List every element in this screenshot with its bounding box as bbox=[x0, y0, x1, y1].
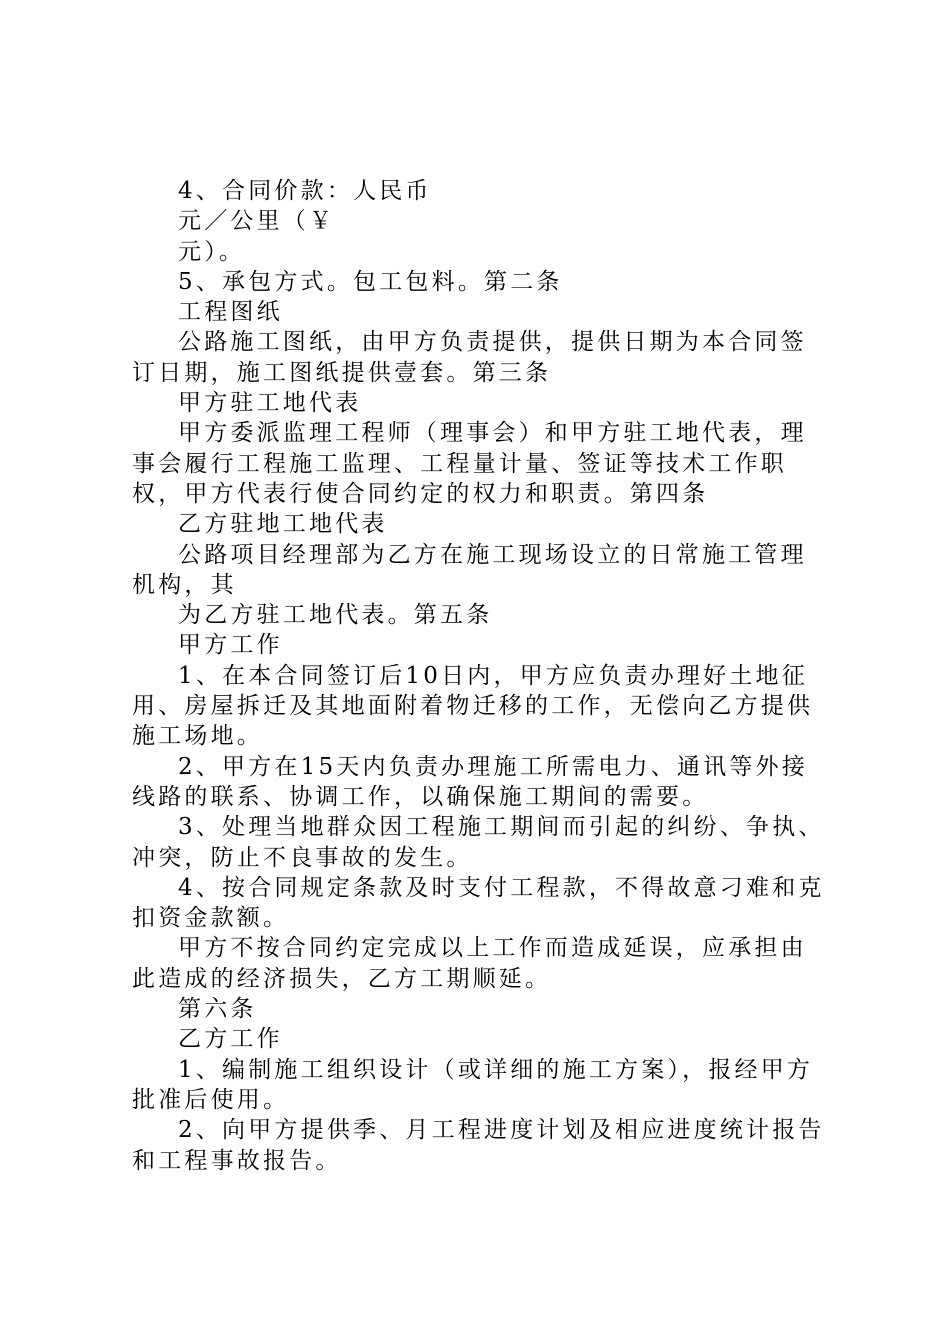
paragraph-party-a-work-2: 2、甲方在15天内负责办理施工所需电力、通讯等外接线路的联系、协调工作，以确保施工期间的需要。 bbox=[132, 753, 808, 810]
paragraph-party-a-work-4: 4、按合同规定条款及时支付工程款，不得故意刁难和克扣资金款额。 bbox=[132, 874, 825, 932]
paragraph-contract-price: 4、合同价款：人民币 bbox=[178, 178, 432, 204]
heading-party-a-work: 甲方工作 bbox=[178, 632, 283, 659]
heading-drawings: 工程图纸 bbox=[178, 299, 283, 326]
paragraph-party-b-representative-cont: 为乙方驻工地代表。第五条 bbox=[178, 602, 493, 629]
paragraph-drawings: 公路施工图纸，由甲方负责提供，提供日期为本合同签订日期，施工图纸提供壹套。第三条 bbox=[132, 329, 807, 386]
paragraph-contract-mode: 5、承包方式。包工包料。第二条 bbox=[178, 268, 563, 295]
paragraph-party-b-work-1: 1、编制施工组织设计（或详细的施工方案），报经甲方批准后使用。 bbox=[132, 1056, 814, 1113]
paragraph-party-a-breach: 甲方不按合同约定完成以上工作而造成延误，应承担由此造成的经济损失，乙方工期顺延。 bbox=[132, 935, 807, 992]
paragraph-party-b-work-2: 2、向甲方提供季、月工程进度计划及相应进度统计报告和工程事故报告。 bbox=[132, 1117, 825, 1174]
paragraph-price-yuan: 元）。 bbox=[178, 238, 246, 265]
paragraph-party-a-representative: 甲方委派监理工程师（理事会）和甲方驻工地代表，理事会履行工程施工监理、工程量计量、签证等技术工作职权，甲方代表行使合同约定的权力和职责。第四条 bbox=[132, 420, 807, 507]
heading-party-b-representative: 乙方驻地工地代表 bbox=[178, 511, 388, 538]
paragraph-party-b-representative: 公路项目经理部为乙方在施工现场设立的日常施工管理机构，其 bbox=[132, 541, 807, 598]
paragraph-party-a-work-1: 1、在本合同签订后10日内，甲方应负责办理好土地征用、房屋拆迁及其地面附着物迁移的工作，无偿向乙方提供施工场地。 bbox=[132, 662, 814, 750]
document-body bbox=[132, 176, 832, 1176]
heading-article-six: 第六条 bbox=[178, 996, 257, 1023]
paragraph-party-a-work-3: 3、处理当地群众因工程施工期间而引起的纠纷、争执、冲突，防止不良事故的发生。 bbox=[132, 814, 825, 871]
paragraph-price-per-km: 元／公里（￥ bbox=[178, 208, 336, 235]
heading-party-a-representative: 甲方驻工地代表 bbox=[178, 390, 362, 417]
heading-party-b-work: 乙方工作 bbox=[178, 1026, 283, 1053]
